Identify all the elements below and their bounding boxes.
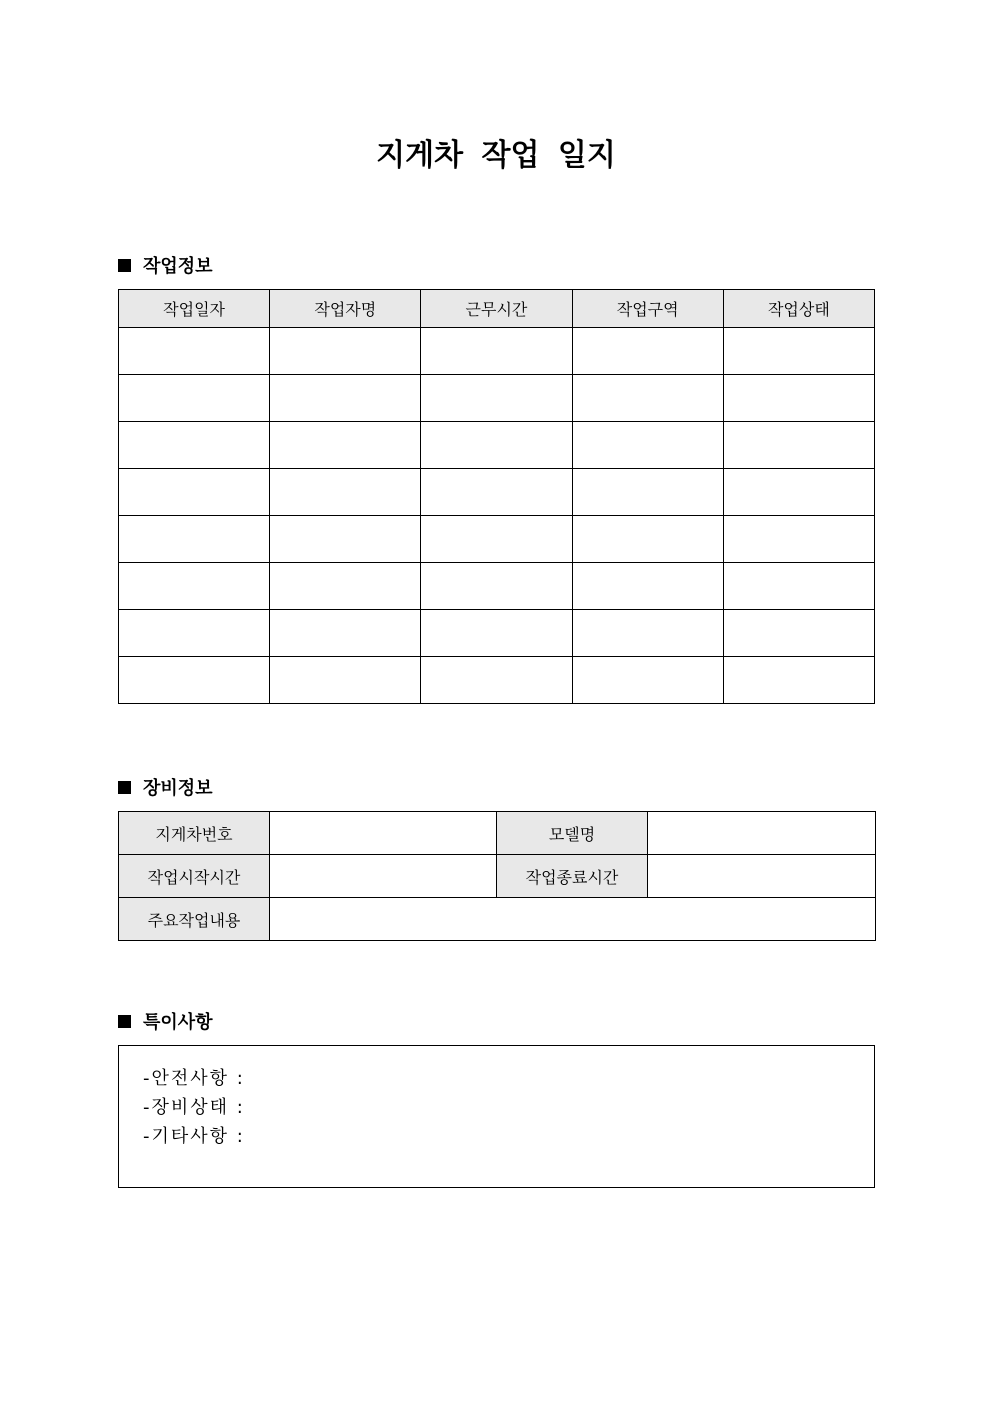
cell-work-area[interactable] [572, 375, 723, 422]
cell-work-date[interactable] [119, 422, 270, 469]
cell-work-date[interactable] [119, 657, 270, 704]
cell-worker-name[interactable] [270, 469, 421, 516]
cell-work-area[interactable] [572, 328, 723, 375]
table-row [119, 812, 876, 855]
cell-work-area[interactable] [572, 563, 723, 610]
start-time-field[interactable] [270, 855, 497, 898]
square-bullet-icon [118, 259, 131, 272]
table-row [119, 563, 875, 610]
table-row [119, 610, 875, 657]
cell-work-date[interactable] [119, 375, 270, 422]
cell-work-status[interactable] [723, 328, 874, 375]
work-info-table-body [119, 328, 875, 704]
cell-work-hours[interactable] [421, 328, 572, 375]
cell-worker-name[interactable] [270, 657, 421, 704]
cell-work-status[interactable] [723, 469, 874, 516]
cell-work-area[interactable] [572, 469, 723, 516]
column-header-work-area: 작업구역 [572, 290, 723, 328]
work-info-table [118, 289, 875, 704]
cell-work-status[interactable] [723, 375, 874, 422]
forklift-number-field[interactable] [270, 812, 497, 855]
square-bullet-icon [118, 1015, 131, 1028]
cell-work-hours[interactable] [421, 610, 572, 657]
table-row [119, 375, 875, 422]
main-work-label: 주요작업내용 [119, 898, 270, 941]
page-title: 지게차 작업 일지 [376, 138, 616, 173]
notes-heading [118, 1008, 213, 1034]
work-info-heading [118, 252, 213, 278]
cell-work-status[interactable] [723, 657, 874, 704]
column-header-work-date: 작업일자 [119, 290, 270, 328]
cell-work-date[interactable] [119, 328, 270, 375]
cell-work-date[interactable] [119, 610, 270, 657]
end-time-label: 작업종료시간 [497, 855, 648, 898]
cell-work-status[interactable] [723, 610, 874, 657]
notes-box[interactable] [118, 1045, 875, 1188]
notes-list [119, 1046, 874, 1151]
cell-worker-name[interactable] [270, 375, 421, 422]
equipment-info-heading-label: 장비정보 [143, 778, 213, 799]
cell-work-date[interactable] [119, 469, 270, 516]
cell-worker-name[interactable] [270, 610, 421, 657]
cell-work-date[interactable] [119, 563, 270, 610]
cell-work-area[interactable] [572, 516, 723, 563]
equipment-info-heading [118, 774, 213, 800]
cell-work-status[interactable] [723, 563, 874, 610]
notes-heading-label: 특이사항 [143, 1012, 213, 1033]
work-info-heading-label: 작업정보 [143, 256, 213, 277]
cell-work-hours[interactable] [421, 375, 572, 422]
cell-work-status[interactable] [723, 422, 874, 469]
cell-work-hours[interactable] [421, 469, 572, 516]
cell-work-area[interactable] [572, 422, 723, 469]
column-header-work-hours: 근무시간 [421, 290, 572, 328]
table-row [119, 422, 875, 469]
model-field[interactable] [648, 812, 876, 855]
cell-worker-name[interactable] [270, 422, 421, 469]
cell-work-date[interactable] [119, 516, 270, 563]
table-row [119, 516, 875, 563]
cell-work-hours[interactable] [421, 563, 572, 610]
table-row [119, 469, 875, 516]
cell-worker-name[interactable] [270, 563, 421, 610]
note-item-other: -기타사항 : [143, 1126, 245, 1147]
cell-worker-name[interactable] [270, 516, 421, 563]
table-row [119, 657, 875, 704]
start-time-label: 작업시작시간 [119, 855, 270, 898]
table-row [119, 855, 876, 898]
equipment-info-table [118, 811, 876, 941]
table-header-row [119, 290, 875, 328]
note-item-equipment-status: -장비상태 : [143, 1097, 245, 1118]
cell-work-area[interactable] [572, 610, 723, 657]
cell-worker-name[interactable] [270, 328, 421, 375]
note-item-safety: -안전사항 : [143, 1068, 245, 1089]
cell-work-status[interactable] [723, 516, 874, 563]
table-row [119, 898, 876, 941]
cell-work-hours[interactable] [421, 422, 572, 469]
cell-work-hours[interactable] [421, 657, 572, 704]
column-header-work-status: 작업상태 [723, 290, 874, 328]
forklift-number-label: 지게차번호 [119, 812, 270, 855]
square-bullet-icon [118, 781, 131, 794]
cell-work-area[interactable] [572, 657, 723, 704]
model-label: 모델명 [497, 812, 648, 855]
end-time-field[interactable] [648, 855, 876, 898]
table-row [119, 328, 875, 375]
main-work-field[interactable] [270, 898, 876, 941]
cell-work-hours[interactable] [421, 516, 572, 563]
column-header-worker-name: 작업자명 [270, 290, 421, 328]
